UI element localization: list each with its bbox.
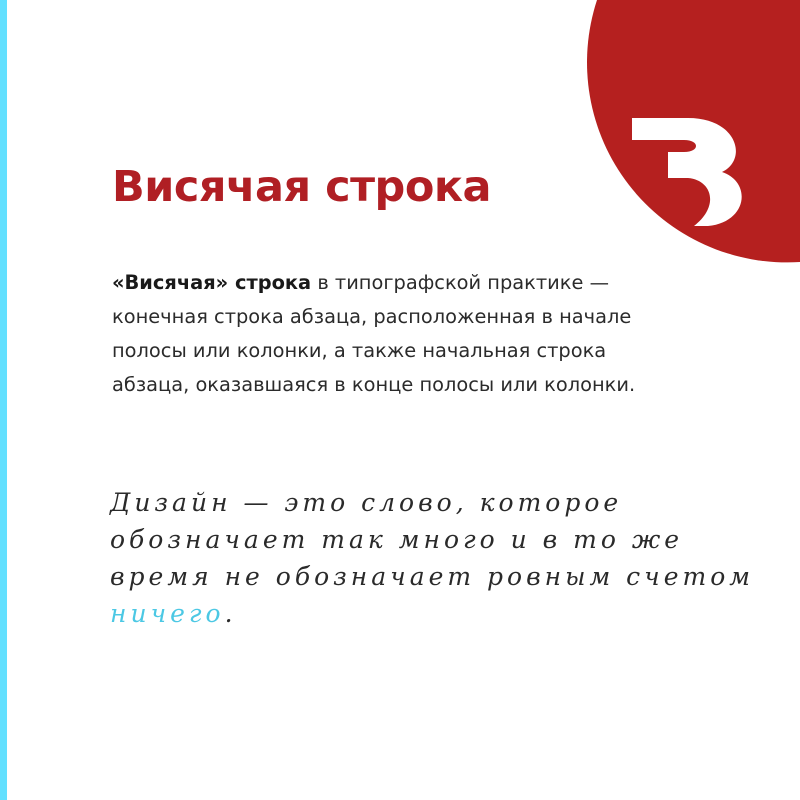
quote-highlight-word: ничего [110, 599, 225, 628]
definition-line-1 [112, 266, 712, 300]
definition-paragraph [112, 266, 712, 402]
definition-line-2: конечная строка абзаца, расположенная в начале [112, 305, 632, 328]
left-accent-bar [0, 0, 7, 800]
definition-line-3: полосы или колонки, а также начальная строка [112, 339, 607, 362]
design-quote [110, 484, 754, 632]
quote-line-2: обозначает так много и в то же [110, 525, 684, 554]
quote-line-4 [110, 595, 754, 632]
quote-end-punctuation: . [224, 599, 237, 628]
definition-line-4: абзаца, оказавшаяся в конце полосы или колонки. [112, 373, 636, 396]
definition-line-1-text: в типографской практике — [311, 271, 609, 294]
quote-line-3: время не обозначает ровным счетом [110, 562, 754, 591]
definition-term: «Висячая» строка [112, 271, 312, 294]
quote-line-1: Дизайн — это слово, которое [110, 488, 623, 517]
brand-logo-icon [560, 0, 800, 270]
page-title: Висячая строка [112, 162, 492, 212]
